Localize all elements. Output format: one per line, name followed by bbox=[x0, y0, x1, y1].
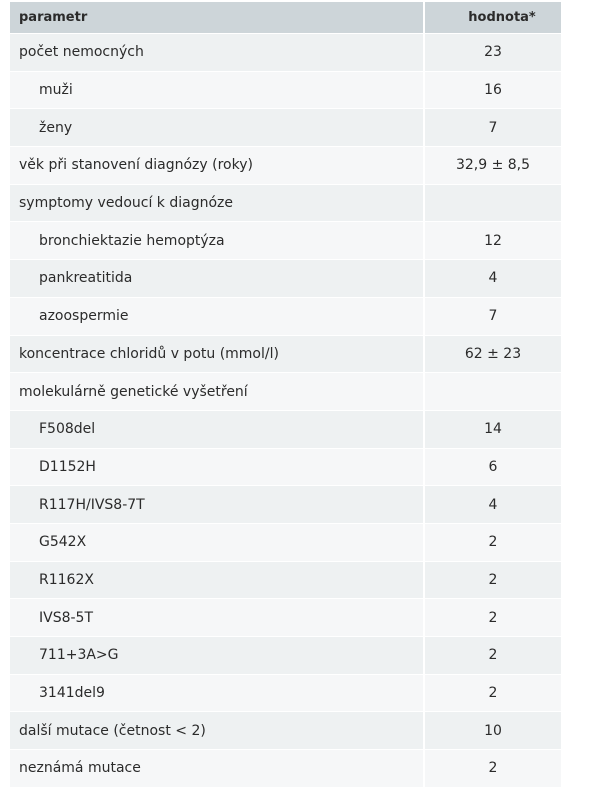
table-row bbox=[10, 260, 561, 298]
table-row bbox=[10, 222, 561, 260]
value-cell: 10 bbox=[484, 722, 502, 739]
param-cell: bronchiektazie hemoptýza bbox=[10, 222, 425, 259]
param-cell: 3141del9 bbox=[10, 675, 425, 712]
table-row bbox=[10, 109, 561, 147]
value-cell: 12 bbox=[484, 232, 502, 249]
value-cell: 62 ± 23 bbox=[464, 345, 522, 362]
table-row bbox=[10, 562, 561, 600]
value-cell: 32,9 ± 8,5 bbox=[455, 157, 531, 174]
param-cell: G542X bbox=[10, 524, 425, 561]
param-cell: muži bbox=[10, 72, 425, 109]
param-cell: další mutace (četnost < 2) bbox=[10, 712, 425, 749]
value-cell: 2 bbox=[488, 685, 498, 702]
value-cell: 2 bbox=[488, 534, 498, 551]
value-cell: 2 bbox=[488, 571, 498, 588]
table-row bbox=[10, 449, 561, 487]
header-value: hodnota* bbox=[468, 10, 536, 25]
table-row bbox=[10, 486, 561, 524]
table-body bbox=[10, 34, 561, 788]
param-cell: molekulárně genetické vyšetření bbox=[10, 373, 425, 410]
param-cell: IVS8-5T bbox=[10, 599, 425, 636]
table-row bbox=[10, 411, 561, 449]
param-cell: R117H/IVS8-7T bbox=[10, 486, 425, 523]
table-row bbox=[10, 34, 561, 72]
table-row bbox=[10, 185, 561, 223]
value-cell: 7 bbox=[488, 308, 498, 325]
table-row bbox=[10, 373, 561, 411]
table-row bbox=[10, 336, 561, 374]
param-cell: ženy bbox=[10, 109, 425, 146]
table-row bbox=[10, 72, 561, 110]
value-cell: 2 bbox=[488, 647, 498, 664]
param-cell: počet nemocných bbox=[10, 34, 425, 71]
param-cell: pankreatitida bbox=[10, 260, 425, 297]
param-cell: R1162X bbox=[10, 562, 425, 599]
value-cell: 4 bbox=[488, 496, 498, 513]
value-cell: 2 bbox=[488, 609, 498, 626]
value-cell: 16 bbox=[484, 82, 502, 99]
value-cell: 6 bbox=[488, 458, 498, 475]
table-header bbox=[10, 2, 561, 34]
param-cell: 711+3A>G bbox=[10, 637, 425, 674]
table-row bbox=[10, 298, 561, 336]
param-cell: D1152H bbox=[10, 449, 425, 486]
param-cell: neznámá mutace bbox=[10, 750, 425, 787]
value-cell: 7 bbox=[488, 119, 498, 136]
param-cell: azoospermie bbox=[10, 298, 425, 335]
param-cell: koncentrace chloridů v potu (mmol/l) bbox=[10, 336, 425, 373]
header-param: parametr bbox=[10, 2, 425, 33]
table-row bbox=[10, 712, 561, 750]
table-row bbox=[10, 599, 561, 637]
table-row bbox=[10, 147, 561, 185]
value-cell bbox=[425, 185, 561, 222]
table-row bbox=[10, 675, 561, 713]
param-cell: věk při stanovení diagnózy (roky) bbox=[10, 147, 425, 184]
param-cell: F508del bbox=[10, 411, 425, 448]
value-cell: 14 bbox=[484, 421, 502, 438]
value-cell: 23 bbox=[484, 44, 502, 61]
table-row bbox=[10, 750, 561, 788]
table-row bbox=[10, 637, 561, 675]
data-table bbox=[10, 2, 561, 788]
value-cell: 2 bbox=[488, 760, 498, 777]
table-row bbox=[10, 524, 561, 562]
value-cell bbox=[425, 373, 561, 410]
value-cell: 4 bbox=[488, 270, 498, 287]
param-cell: symptomy vedoucí k diagnóze bbox=[10, 185, 425, 222]
